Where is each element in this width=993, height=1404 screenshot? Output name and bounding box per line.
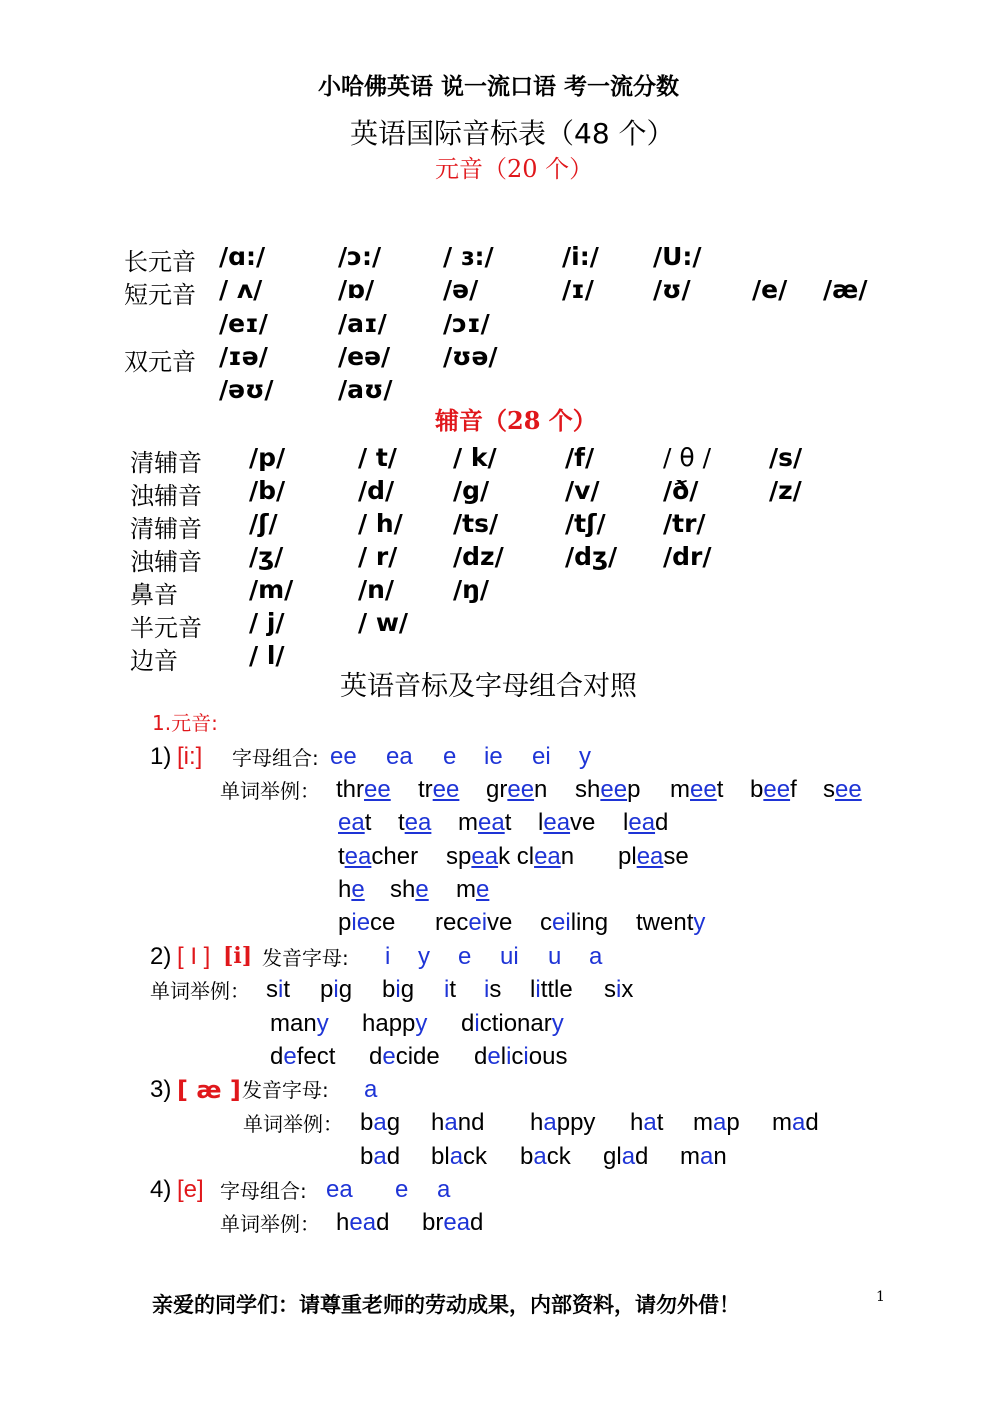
highlighted-letters: ee — [507, 776, 535, 803]
word-segment: ppy — [556, 1109, 596, 1136]
row-label-diphthongs: 双元音 — [124, 348, 196, 376]
word-segment: l — [530, 976, 536, 1003]
ipa-symbol: /f/ — [565, 443, 595, 472]
word-segment: k cl — [498, 843, 535, 870]
combo-item: ui — [500, 943, 519, 970]
example-word — [693, 1111, 740, 1135]
word-segment: sh — [575, 776, 601, 803]
word-segment: b — [360, 1109, 374, 1136]
highlighted-letters: a — [373, 1143, 387, 1170]
word-segment: nd — [457, 1109, 485, 1136]
word-segment: m — [693, 1109, 713, 1136]
page-title: 英语国际音标表（48 个） — [350, 117, 675, 150]
word-segment: d — [376, 1209, 390, 1236]
example-word — [431, 1145, 487, 1169]
example-word — [520, 1145, 571, 1169]
highlighted-letters: y — [316, 1010, 329, 1037]
word-segment: x — [621, 976, 634, 1003]
word-segment: l — [500, 1043, 507, 1070]
ipa-symbol: /ə/ — [443, 275, 479, 304]
highlighted-letters: a — [700, 1143, 714, 1170]
item-number: 2) — [150, 943, 172, 970]
word-segment: t — [283, 976, 291, 1003]
row-label: 边音 — [130, 647, 178, 675]
ipa-symbol: /aʊ/ — [338, 375, 393, 404]
footer-note: 亲爱的同学们：请尊重老师的劳动成果，内部资料，请勿外借！ — [152, 1292, 740, 1317]
word-segment: f — [790, 776, 797, 803]
word-segment: br — [422, 1209, 444, 1236]
word-segment: h — [530, 1109, 544, 1136]
example-word — [458, 811, 511, 835]
word-segment: cide — [395, 1043, 440, 1070]
word-segment: ling — [570, 909, 609, 936]
example-word — [484, 978, 501, 1002]
word-segment: n — [534, 776, 548, 803]
slogan: 小哈佛英语 说一流口语 考一流分数 — [318, 73, 680, 100]
section-title: 英语音标及字母组合对照 — [340, 671, 637, 702]
word-segment: twent — [636, 909, 694, 936]
highlighted-letters: ei — [468, 909, 488, 936]
ipa-symbol: /i:/ — [562, 242, 599, 271]
ipa-symbol: /s/ — [769, 443, 803, 472]
word-segment: n — [560, 843, 575, 870]
word-segment: ctionar — [479, 1010, 552, 1037]
highlighted-letters: a — [449, 1143, 464, 1170]
ipa-symbol: /ɪ/ — [562, 275, 594, 304]
example-word — [338, 911, 395, 935]
word-segment: h — [338, 876, 352, 903]
ipa-symbol: /e/ — [752, 275, 788, 304]
example-word — [338, 878, 365, 902]
word-segment: s — [823, 776, 835, 803]
item-number: 1) — [150, 743, 172, 770]
highlighted-letters: ea — [344, 843, 372, 870]
row-label: 清辅音 — [130, 515, 202, 543]
word-segment: tr — [418, 776, 433, 803]
highlighted-letters: i — [535, 976, 541, 1003]
highlighted-letters: ei — [552, 909, 571, 936]
word-segment: d — [386, 1143, 401, 1170]
highlighted-letters: ee — [432, 776, 460, 803]
word-segment: t — [449, 976, 457, 1003]
example-word — [446, 845, 574, 869]
highlighted-letters: e — [415, 876, 429, 903]
example-word — [270, 1045, 335, 1069]
ipa-symbol: / t/ — [358, 443, 397, 472]
word-segment: d — [805, 1109, 819, 1136]
word-segment: pl — [618, 843, 637, 870]
word-segment: bl — [431, 1143, 450, 1170]
ipa-symbol: /ð/ — [663, 476, 699, 505]
combo-item: e — [458, 943, 472, 970]
ipa-symbol: /tʃ/ — [565, 509, 606, 538]
word-segment: t — [338, 843, 345, 870]
ipa-symbol: /p/ — [249, 443, 286, 472]
ipa-symbol: / j/ — [249, 608, 285, 637]
word-segment: h — [336, 1209, 350, 1236]
ipa-symbol: / θ / — [663, 443, 712, 472]
highlighted-letters: y — [551, 1010, 564, 1037]
ipa-symbol: /ŋ/ — [453, 575, 490, 604]
ipa-symbol: /ɒ/ — [338, 275, 375, 304]
example-word — [382, 978, 414, 1002]
highlighted-letters: ea — [628, 809, 656, 836]
consonants-heading: 辅音（28 个） — [435, 406, 597, 435]
combo-item: u — [548, 943, 562, 970]
example-word — [390, 878, 429, 902]
example-word — [670, 778, 723, 802]
word-segment: s — [266, 976, 278, 1003]
word-segment: m — [458, 809, 478, 836]
example-word — [772, 1111, 819, 1135]
word-segment: g — [386, 1109, 401, 1136]
highlighted-letters: y — [415, 1010, 428, 1037]
ipa-symbol: /n/ — [358, 575, 395, 604]
highlighted-letters: ea — [471, 843, 499, 870]
word-segment: fect — [296, 1043, 336, 1070]
highlighted-letters: a — [713, 1109, 727, 1136]
example-word — [444, 978, 456, 1002]
ipa-symbol: /ɔ:/ — [338, 242, 382, 271]
ipa-symbol: /dʒ/ — [565, 542, 618, 571]
combo-item: e — [443, 743, 457, 770]
word-segment: man — [270, 1010, 317, 1037]
combo-item: e — [395, 1176, 409, 1203]
word-segment: g — [400, 976, 415, 1003]
word-segment: d — [474, 1043, 488, 1070]
combo-item: ea — [326, 1176, 353, 1203]
word-segment: ck — [463, 1143, 488, 1170]
word-segment: ck — [546, 1143, 571, 1170]
combo-item: y — [579, 743, 591, 770]
highlighted-letters: ea — [443, 1209, 471, 1236]
word-segment: g — [338, 976, 353, 1003]
example-word — [266, 978, 290, 1002]
ipa-symbol: /ʒ/ — [249, 542, 284, 571]
example-word — [336, 1211, 389, 1235]
word-segment: se — [663, 843, 689, 870]
word-segment: p — [726, 1109, 740, 1136]
example-word — [418, 778, 459, 802]
example-word — [630, 1111, 663, 1135]
highlighted-letters: ee — [600, 776, 628, 803]
word-segment: d — [655, 809, 669, 836]
combo-label: 字母组合: — [220, 1179, 307, 1203]
word-segment: m — [670, 776, 690, 803]
word-segment: ttle — [540, 976, 573, 1003]
word-segment: t — [364, 809, 372, 836]
highlighted-letters: i — [474, 1010, 480, 1037]
highlighted-letters: i — [523, 1043, 529, 1070]
example-word — [538, 811, 595, 835]
example-label: 单词举例： — [150, 979, 250, 1003]
word-segment: b — [382, 976, 396, 1003]
highlighted-letters: a — [621, 1143, 636, 1170]
word-segment: m — [680, 1143, 700, 1170]
highlighted-letters: i — [395, 976, 401, 1003]
word-segment: ve — [487, 909, 513, 936]
highlighted-letters: i — [444, 976, 450, 1003]
combo-label: 发音字母: — [262, 946, 349, 970]
row-label: 鼻音 — [130, 581, 178, 609]
ipa-symbol: /eə/ — [338, 342, 391, 371]
highlighted-letters: i — [484, 976, 490, 1003]
word-segment: p — [320, 976, 334, 1003]
example-word — [636, 911, 705, 935]
word-segment: t — [398, 809, 405, 836]
vowels-heading: 元音（20 个） — [435, 155, 594, 183]
ipa-symbol: /aɪ/ — [338, 309, 387, 338]
example-word — [270, 1012, 329, 1036]
example-word — [362, 1012, 427, 1036]
combo-item: y — [418, 943, 430, 970]
example-word — [680, 1145, 727, 1169]
phonetic-symbol: [e] — [177, 1176, 204, 1203]
example-label: 单词举例： — [220, 1212, 320, 1236]
word-segment: happ — [362, 1010, 416, 1037]
highlighted-letters: ee — [763, 776, 791, 803]
word-segment: c — [511, 1043, 524, 1070]
ipa-symbol: /z/ — [769, 476, 802, 505]
word-segment: s — [604, 976, 616, 1003]
word-segment: b — [360, 1143, 374, 1170]
example-word — [604, 978, 633, 1002]
ipa-symbol: /əʊ/ — [219, 375, 274, 404]
example-word — [575, 778, 640, 802]
combo-item: ei — [532, 743, 551, 770]
phonetic-symbol-alt: [i] — [223, 943, 253, 969]
word-segment: c — [540, 909, 552, 936]
highlighted-letters: i — [333, 976, 339, 1003]
highlighted-letters: e — [487, 1043, 501, 1070]
example-word — [456, 878, 489, 902]
highlighted-letters: ie — [351, 909, 371, 936]
ipa-symbol: /b/ — [249, 476, 286, 505]
ipa-symbol: /dr/ — [663, 542, 712, 571]
example-word — [360, 1145, 400, 1169]
ipa-symbol: /eɪ/ — [219, 309, 268, 338]
example-word — [431, 1111, 484, 1135]
word-segment: t — [656, 1109, 664, 1136]
highlighted-letters: i — [278, 976, 284, 1003]
example-label: 单词举例： — [220, 779, 320, 803]
example-word — [823, 778, 862, 802]
combo-item: a — [589, 943, 603, 970]
word-segment: gl — [603, 1143, 622, 1170]
word-segment: rec — [435, 909, 469, 936]
page-number: 1 — [876, 1289, 885, 1305]
word-segment: m — [772, 1109, 792, 1136]
row-label: 浊辅音 — [130, 548, 202, 576]
row-label: 清辅音 — [130, 449, 202, 477]
row-label: 半元音 — [130, 614, 202, 642]
ipa-symbol: / k/ — [453, 443, 497, 472]
example-word — [623, 811, 668, 835]
highlighted-letters: e — [476, 876, 490, 903]
highlighted-letters: ea — [349, 1209, 377, 1236]
combo-item: a — [437, 1176, 451, 1203]
example-word — [320, 978, 352, 1002]
highlighted-letters: ea — [636, 843, 664, 870]
highlighted-letters: a — [643, 1109, 657, 1136]
highlighted-letters: ea — [338, 809, 365, 836]
phonetic-symbol: [ æ ] — [177, 1076, 241, 1104]
highlighted-letters: e — [351, 876, 365, 903]
highlighted-letters: a — [543, 1109, 557, 1136]
combo-label: 发音字母: — [242, 1078, 329, 1102]
highlighted-letters: a — [444, 1109, 458, 1136]
word-segment: sp — [446, 843, 472, 870]
ipa-symbol: /ʃ/ — [249, 509, 278, 538]
word-segment: ous — [528, 1043, 568, 1070]
combo-item: ea — [386, 743, 413, 770]
word-segment: t — [716, 776, 724, 803]
example-word — [338, 811, 371, 835]
highlighted-letters: ea — [534, 843, 561, 870]
example-word — [474, 1045, 567, 1069]
combo-item: ee — [330, 743, 357, 770]
highlighted-letters: ea — [543, 809, 571, 836]
phonetic-symbol: [i:] — [177, 743, 203, 770]
highlighted-letters: ee — [835, 776, 862, 803]
highlighted-letters: e — [382, 1043, 396, 1070]
ipa-symbol: / h/ — [358, 509, 403, 538]
ipa-symbol: /ɑ:/ — [219, 242, 266, 271]
example-word — [360, 1111, 400, 1135]
word-segment: ce — [370, 909, 396, 936]
example-word — [540, 911, 608, 935]
ipa-symbol: /g/ — [453, 476, 490, 505]
item-number: 4) — [150, 1176, 172, 1203]
ipa-symbol: /v/ — [565, 476, 600, 505]
ipa-symbol: /ɔɪ/ — [443, 309, 490, 338]
ipa-symbol: /ʊ/ — [653, 275, 691, 304]
word-segment: h — [630, 1109, 644, 1136]
ipa-symbol: /ɪə/ — [219, 342, 268, 371]
ipa-symbol: /m/ — [249, 575, 294, 604]
ipa-symbol: /ʊə/ — [443, 342, 498, 371]
ipa-symbol: / ɜ:/ — [443, 242, 494, 271]
highlighted-letters: a — [792, 1109, 806, 1136]
example-word — [398, 811, 431, 835]
highlighted-letters: y — [693, 909, 706, 936]
row-label: 浊辅音 — [130, 482, 202, 510]
word-segment: gr — [486, 776, 508, 803]
word-segment: t — [504, 809, 512, 836]
example-word — [530, 1111, 595, 1135]
section-subtitle: 1.元音: — [152, 711, 218, 735]
example-word — [435, 911, 512, 935]
ipa-symbol: / ʌ/ — [219, 275, 263, 304]
word-segment: sh — [390, 876, 416, 903]
word-segment: b — [520, 1143, 534, 1170]
combo-item: i — [385, 943, 391, 970]
highlighted-letters: i — [616, 976, 622, 1003]
example-label: 单词举例： — [243, 1112, 343, 1136]
ipa-symbol: /æ/ — [823, 275, 868, 304]
word-segment: d — [635, 1143, 649, 1170]
highlighted-letters: a — [373, 1109, 387, 1136]
example-word — [530, 978, 573, 1002]
ipa-symbol: /d/ — [358, 476, 395, 505]
word-segment: ve — [570, 809, 596, 836]
word-segment: p — [627, 776, 641, 803]
example-word — [461, 1012, 564, 1036]
ipa-symbol: /dz/ — [453, 542, 504, 571]
example-word — [369, 1045, 440, 1069]
ipa-symbol: /U:/ — [653, 242, 702, 271]
word-segment: b — [750, 776, 764, 803]
highlighted-letters: ea — [404, 809, 432, 836]
word-segment: cher — [371, 843, 419, 870]
example-word — [618, 845, 689, 869]
example-word — [422, 1211, 483, 1235]
highlighted-letters: e — [283, 1043, 297, 1070]
phonetic-symbol: [ I ] — [177, 943, 211, 970]
word-segment: d — [470, 1209, 484, 1236]
word-segment: d — [270, 1043, 284, 1070]
highlighted-letters: ee — [364, 776, 391, 803]
highlighted-letters: ee — [690, 776, 717, 803]
highlighted-letters: ea — [478, 809, 505, 836]
combo-item: a — [364, 1076, 378, 1103]
combo-item: ie — [484, 743, 503, 770]
word-segment: h — [431, 1109, 445, 1136]
example-word — [486, 778, 547, 802]
example-word — [750, 778, 797, 802]
word-segment: d — [369, 1043, 383, 1070]
ipa-symbol: / l/ — [249, 641, 285, 670]
ipa-symbol: /tr/ — [663, 509, 706, 538]
ipa-symbol: / w/ — [358, 608, 409, 637]
word-segment: l — [623, 809, 629, 836]
word-segment: thr — [336, 776, 365, 803]
example-word — [338, 845, 418, 869]
combo-label: 字母组合: — [232, 746, 319, 770]
word-segment: n — [713, 1143, 727, 1170]
word-segment: s — [489, 976, 502, 1003]
example-word — [603, 1145, 648, 1169]
word-segment: m — [456, 876, 476, 903]
word-segment: l — [538, 809, 544, 836]
highlighted-letters: i — [506, 1043, 512, 1070]
ipa-symbol: /ts/ — [453, 509, 499, 538]
word-segment: d — [461, 1010, 475, 1037]
item-number: 3) — [150, 1076, 172, 1103]
example-word — [336, 778, 391, 802]
highlighted-letters: a — [533, 1143, 547, 1170]
word-segment: p — [338, 909, 352, 936]
row-label-long-vowels: 长元音 — [124, 248, 196, 276]
row-label-short-vowels: 短元音 — [124, 281, 196, 309]
ipa-symbol: / r/ — [358, 542, 398, 571]
